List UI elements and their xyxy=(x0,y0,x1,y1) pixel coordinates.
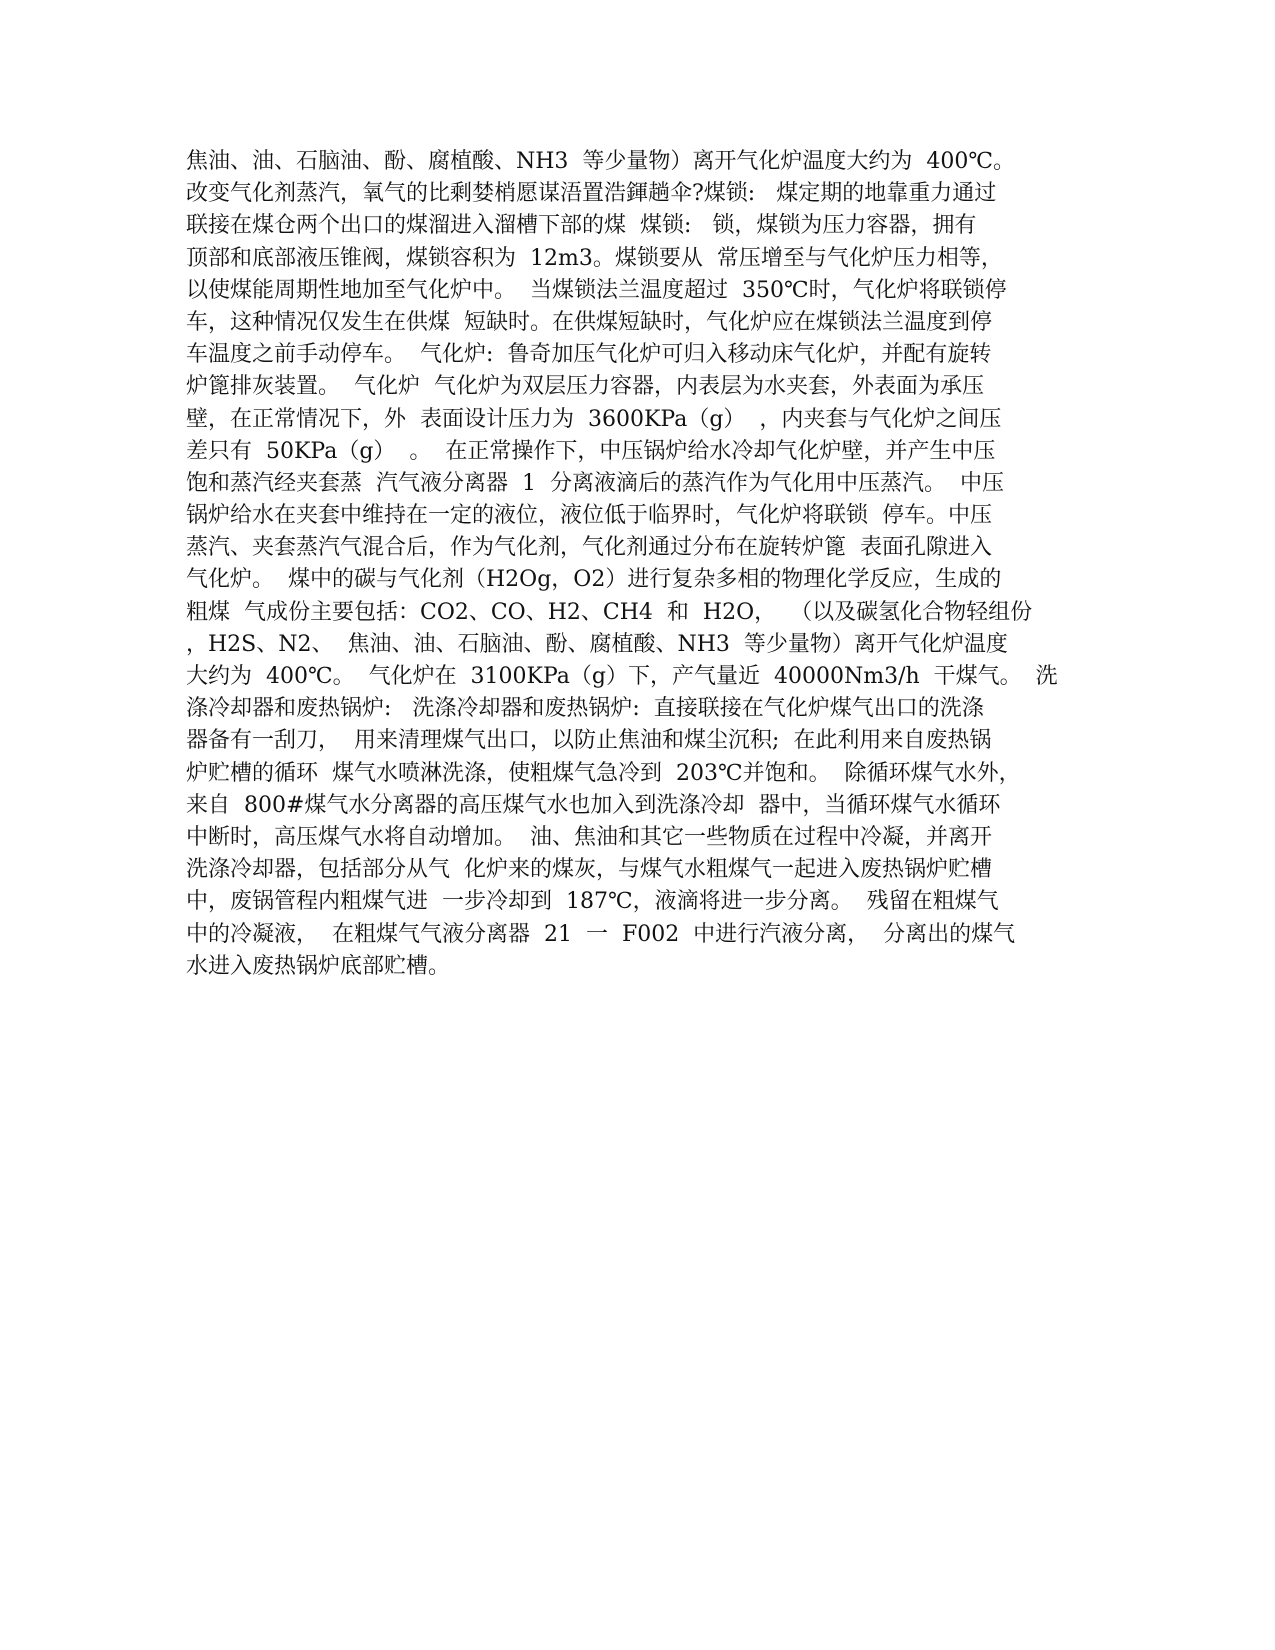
text-line: 差只有 50KPa（g） 。 在正常操作下，中压锅炉给水冷却气化炉壁，并产生中压 xyxy=(186,438,996,464)
text-line: 中断时，高压煤气水将自动增加。 油、焦油和其它一些物质在过程中冷凝，并离开 xyxy=(186,824,992,850)
text-line: 顶部和底部液压锥阀，煤锁容积为 12m3。煤锁要从 常压增至与气化炉压力相等， xyxy=(186,245,1003,271)
text-line: 联接在煤仓两个出口的煤溜进入溜槽下部的煤 煤锁: 锁，煤锁为压力容器，拥有 xyxy=(186,213,977,239)
text-line: 焦油、油、石脑油、酚、腐植酸、NH3 等少量物）离开气化炉温度大约为 400℃。 xyxy=(186,149,1016,174)
text-line: 炉贮槽的循环 煤气水喷淋洗涤，使粗煤气急冷到 203℃并饱和。 除循环煤气水外， xyxy=(186,760,1021,786)
text-line: 以使煤能周期性地加至气化炉中。 当煤锁法兰温度超过 350℃时，气化炉将联锁停 xyxy=(186,277,1007,303)
text-line: 大约为 400℃。 气化炉在 3100KPa（g）下，产气量近 40000Nm3/h 干煤气。 洗 xyxy=(186,664,1058,689)
text-line: 壁，在正常情况下，外 表面设计压力为 3600KPa（g） ，内夹套与气化炉之间压 xyxy=(186,406,1002,432)
text-line: 来自 800#煤气水分离器的高压煤气水也加入到洗涤冷却 器中，当循环煤气水循环 xyxy=(186,792,1001,818)
text-line: 改变气化剂蒸汽，氧气的比剩婪梢愿谋浯置浩鍕趟伞?煤锁: 煤定期的地靠重力通过 xyxy=(186,181,997,207)
text-line: 粗煤 气成份主要包括：CO2、CO、H2、CH4 和 H2O， （以及碳氢化合物轻组份 xyxy=(186,599,1033,625)
text-line: 车温度之前手动停车。 气化炉: 鲁奇加压气化炉可归入移动床气化炉，并配有旋转 xyxy=(186,342,992,368)
text-line: 中的冷凝液， 在粗煤气气液分离器 21 一 F002 中进行汽液分离， 分离出的煤气 xyxy=(186,921,1016,947)
text-line: 中，废锅管程内粗煤气进 一步冷却到 187℃，液滴将进一步分离。 残留在粗煤气 xyxy=(186,889,999,915)
text-line: 器备有一刮刀， 用来清理煤气出口，以防止焦油和煤尘沉积; 在此利用来自废热锅 xyxy=(186,728,992,754)
text-line: 炉篦排灰装置。 气化炉 气化炉为双层压力容器，内表层为水夹套，外表面为承压 xyxy=(186,374,984,400)
text-line: 涤冷却器和废热锅炉: 洗涤冷却器和废热锅炉: 直接联接在气化炉煤气出口的洗涤 xyxy=(186,696,984,722)
text-line: ，H2S、N2、 焦油、油、石脑油、酚、腐植酸、NH3 等少量物）离开气化炉温度 xyxy=(186,631,1008,657)
text-line: 洗涤冷却器，包括部分从气 化炉来的煤灰，与煤气水粗煤气一起进入废热锅炉贮槽 xyxy=(186,857,992,883)
text-line: 蒸汽、夹套蒸汽气混合后，作为气化剂，气化剂通过分布在旋转炉篦 表面孔隙进入 xyxy=(186,535,992,561)
text-line: 车，这种情况仅发生在供煤 短缺时。在供煤短缺时，气化炉应在煤锁法兰温度到停 xyxy=(186,309,992,335)
text-line: 饱和蒸汽经夹套蒸 汽气液分离器 1 分离液滴后的蒸汽作为气化用中压蒸汽。 中压 xyxy=(186,470,1004,496)
text-line: 水进入废热锅炉底部贮槽。 xyxy=(186,953,451,979)
text-line: 锅炉给水在夹套中维持在一定的液位，液位低于临界时，气化炉将联锁 停车。中压 xyxy=(186,503,992,529)
body-text xyxy=(186,146,1086,983)
text-line: 气化炉。 煤中的碳与气化剂（H2Og，O2）进行复杂多相的物理化学反应，生成的 xyxy=(186,567,1002,593)
